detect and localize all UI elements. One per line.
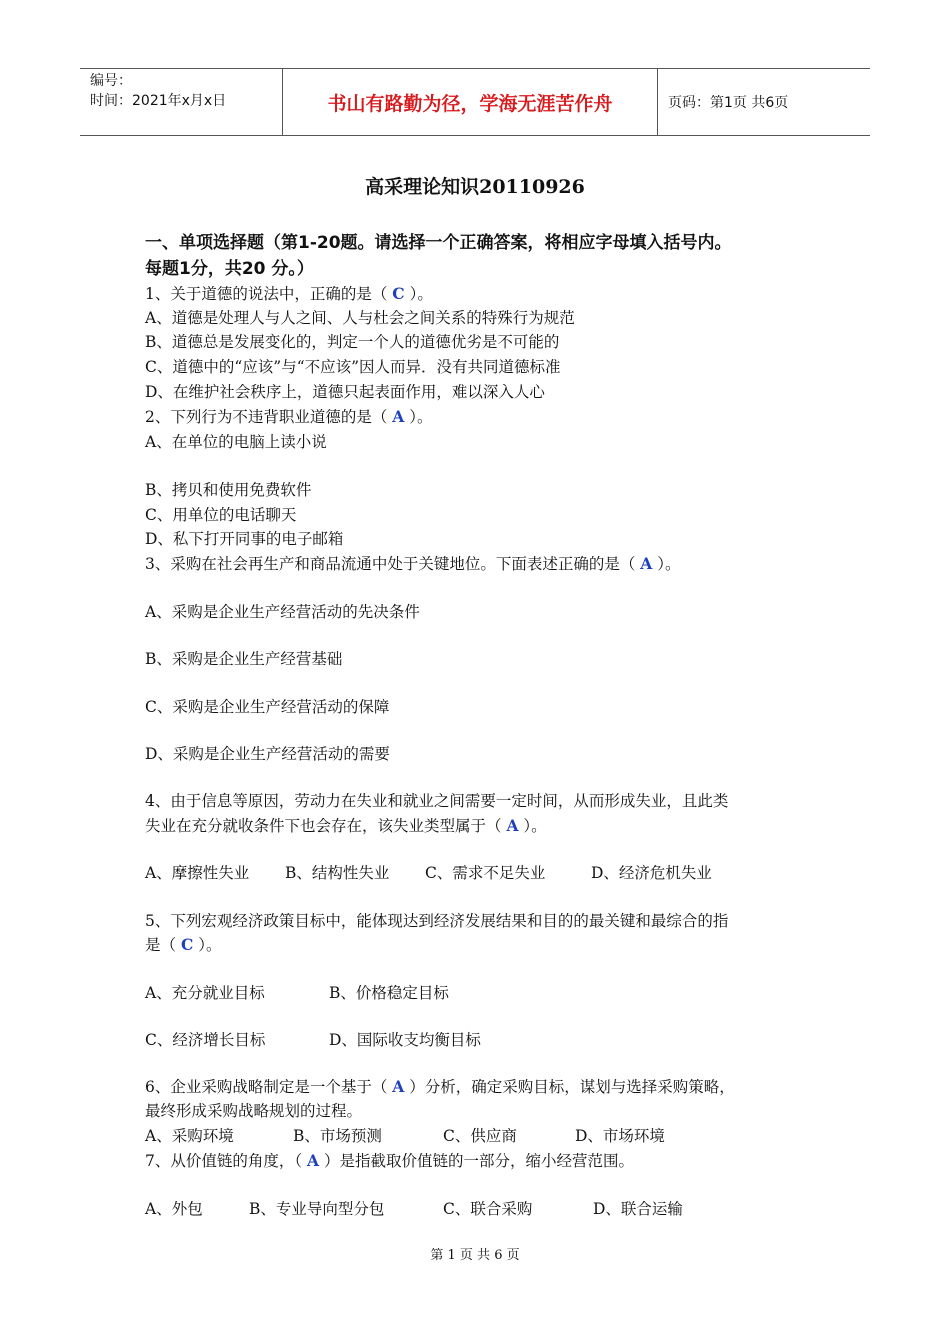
question-7-option-b: B、专业导向型分包 — [249, 1200, 385, 1218]
question-1-option-a: A、道德是处理人与人之间、人与杜会之间关系的特殊行为规范 — [145, 309, 575, 327]
question-4-option-d: D、经济危机失业 — [591, 864, 712, 882]
question-3-stem: 3、采购在社会再生产和商品流通中处于关键地位。下面表述正确的是（ A ）。 — [145, 554, 681, 573]
question-5-options-row1 — [145, 981, 825, 1005]
question-1-stem: 1、关于道德的说法中，正确的是（ C ）。 — [145, 284, 433, 303]
question-4-option-b: B、结构性失业 — [285, 864, 390, 882]
question-6-option-c: C、供应商 — [443, 1127, 517, 1145]
question-6-option-a: A、采购环境 — [145, 1127, 234, 1145]
question-7-options — [145, 1197, 825, 1221]
question-5-stem-line1: 5、下列宏观经济政策目标中，能体现达到经济发展结果和目的的最关键和最综合的指 — [145, 912, 729, 930]
answer-mark: A — [307, 1151, 320, 1170]
answer-mark: C — [392, 284, 405, 303]
question-6-option-d: D、市场环境 — [575, 1127, 665, 1145]
answer-mark: A — [506, 816, 519, 835]
question-2-option-a: A、在单位的电脑上读小说 — [145, 433, 327, 451]
question-6-option-b: B、市场预测 — [293, 1127, 382, 1145]
question-7-stem: 7、从价值链的角度，（ A ）是指截取价值链的一部分，缩小经营范围。 — [145, 1151, 635, 1170]
answer-mark: A — [392, 407, 405, 426]
question-6-stem-line2: 最终形成采购战略规划的过程。 — [145, 1102, 363, 1120]
question-3-option-c: C、采购是企业生产经营活动的保障 — [145, 698, 390, 716]
question-5-option-b: B、价格稳定目标 — [329, 984, 449, 1002]
question-6-options — [145, 1124, 825, 1148]
question-7-option-a: A、外包 — [145, 1200, 203, 1218]
answer-mark: C — [180, 935, 194, 954]
answer-mark: A — [640, 554, 653, 573]
question-4-option-a: A、摩擦性失业 — [145, 864, 250, 882]
question-5-options-row2 — [145, 1028, 825, 1052]
question-4-options — [145, 861, 825, 885]
document-title: 高采理论知识20110926 — [365, 176, 585, 198]
header-motto: 书山有路勤为径，学海无涯苦作舟 — [282, 69, 658, 135]
question-5-option-d: D、国际收支均衡目标 — [329, 1031, 481, 1049]
question-5-option-c: C、经济增长目标 — [145, 1031, 266, 1049]
header-meta — [80, 69, 282, 135]
question-7-option-d: D、联合运输 — [593, 1200, 683, 1218]
header-page-label: 页码：第1页 共6页 — [668, 95, 789, 111]
question-4-stem-line1: 4、由于信息等原因，劳动力在失业和就业之间需要一定时间，从而形成失业，且此类 — [145, 792, 729, 810]
question-4-stem-line2: 失业在充分就收条件下也会存在，该失业类型属于（ A ）。 — [145, 816, 547, 835]
date-label: 时间：2021年x月x日 — [90, 93, 227, 109]
question-3-option-d: D、采购是企业生产经营活动的需要 — [145, 745, 390, 763]
question-2-option-d: D、私下打开同事的电子邮箱 — [145, 530, 344, 548]
question-5-stem-line2: 是（ C ）。 — [145, 935, 222, 954]
number-label: 编号： — [90, 73, 132, 89]
section-heading — [145, 230, 815, 282]
answer-mark: A — [392, 1077, 405, 1096]
question-1-option-c: C、道德中的“应该”与“不应该”因人而异．没有共同道德标准 — [145, 358, 561, 376]
question-4-option-c: C、需求不足失业 — [425, 864, 546, 882]
question-5-option-a: A、充分就业目标 — [145, 984, 265, 1002]
question-6-stem-line1: 6、企业采购战略制定是一个基于（ A ）分析，确定采购目标，谋划与选择采购策略， — [145, 1077, 735, 1096]
question-2-option-b: B、拷贝和使用免费软件 — [145, 481, 312, 499]
page-footer: 第 1 页 共 6 页 — [430, 1248, 520, 1263]
section-heading-line1: 一、单项选择题（第1-20题。请选择一个正确答案，将相应字母填入括号内。 — [145, 233, 732, 253]
question-2-stem: 2、下列行为不违背职业道德的是（ A ）。 — [145, 407, 433, 426]
question-3-option-b: B、采购是企业生产经营基础 — [145, 650, 343, 668]
page-header — [80, 68, 870, 136]
question-1-option-b: B、道德总是发展变化的，判定一个人的道德优劣是不可能的 — [145, 333, 560, 351]
question-1-option-d: D、在维护社会秩序上，道德只起表面作用，难以深入人心 — [145, 383, 545, 401]
question-7-option-c: C、联合采购 — [443, 1200, 533, 1218]
question-2-option-c: C、用单位的电话聊天 — [145, 506, 297, 524]
section-heading-line2: 每题1分，共20 分。） — [145, 259, 314, 279]
question-3-option-a: A、采购是企业生产经营活动的先决条件 — [145, 603, 420, 621]
